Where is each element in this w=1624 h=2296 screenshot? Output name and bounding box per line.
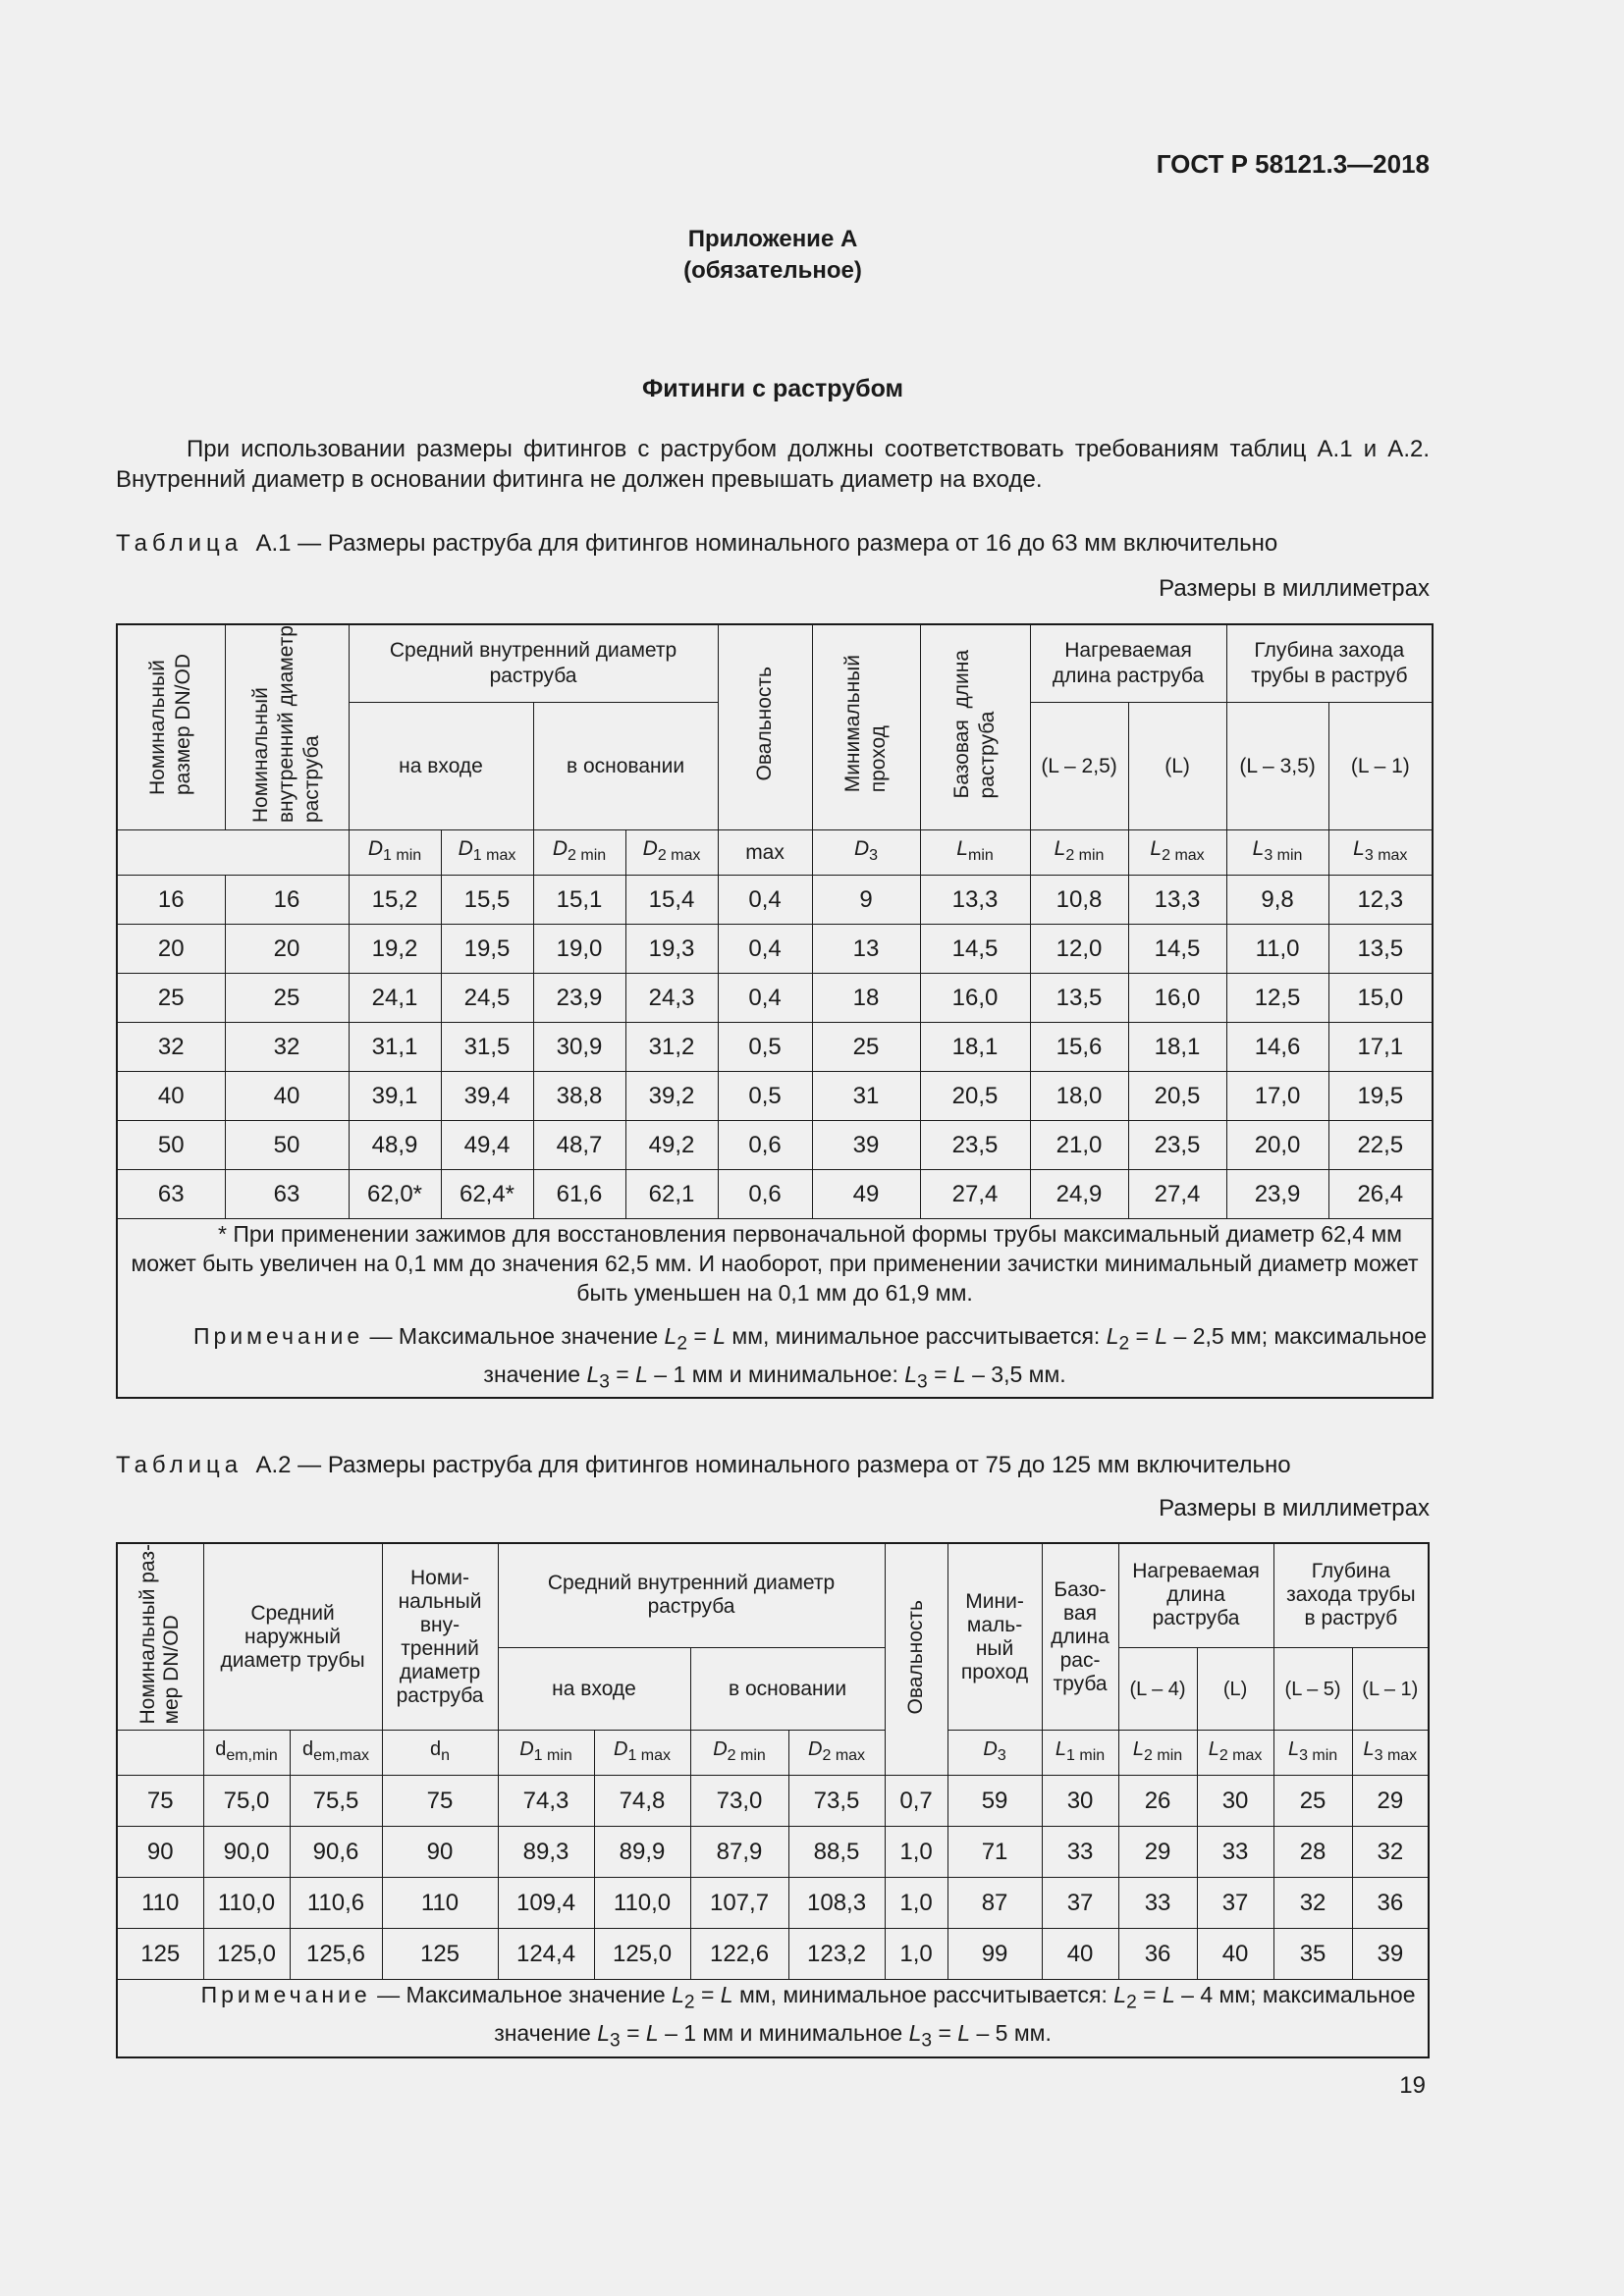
table-cell: 13	[812, 925, 920, 974]
table-cell: 31,5	[441, 1023, 533, 1072]
table-cell: 38,8	[533, 1072, 625, 1121]
table-cell: 17,0	[1226, 1072, 1328, 1121]
table-cell: 73,0	[690, 1776, 788, 1827]
table-cell: 25	[812, 1023, 920, 1072]
table-row	[117, 974, 1433, 1023]
table-cell: 11,0	[1226, 925, 1328, 974]
table-cell: 123,2	[788, 1929, 885, 1980]
table-cell: 27,4	[920, 1170, 1030, 1219]
header-at-base: в основании	[533, 703, 718, 830]
table2-caption	[116, 1452, 1291, 1479]
table-cell: 14,5	[920, 925, 1030, 974]
t2-symbol-d1-min: $D_{1 min}$	[498, 1731, 594, 1776]
symbol-d1-min: $D_{1 min}$	[349, 830, 441, 876]
table-cell: 62,4*	[441, 1170, 533, 1219]
table-cell: 39,2	[625, 1072, 718, 1121]
table-cell: 33	[1042, 1827, 1118, 1878]
table-cell: 24,1	[349, 974, 441, 1023]
symbol-l2-min: $L_{2 min}$	[1030, 830, 1128, 876]
t2-header-spacer	[117, 1731, 203, 1776]
table-cell: 31	[812, 1072, 920, 1121]
table-cell: 12,5	[1226, 974, 1328, 1023]
table-cell: 0,4	[718, 974, 812, 1023]
t2-header-ovality: Овальность	[885, 1543, 947, 1776]
table-cell: 59	[947, 1776, 1042, 1827]
symbol-l2-max: $L_{2 max}$	[1128, 830, 1226, 876]
t2-header-heated-length: Нагреваемая длина раструба	[1118, 1543, 1273, 1647]
table-cell: 22,5	[1328, 1121, 1433, 1170]
page-number: 19	[1399, 2072, 1426, 2099]
intro-text: При использовании размеры фитингов с раструбом должны соответствовать требованиям таблиц А.1 и А.2. Внутренний диаметр в основании фитинга не должен превышать диаметр на входе.	[116, 436, 1430, 493]
table-cell: 39,1	[349, 1072, 441, 1121]
table-cell: 15,4	[625, 876, 718, 925]
table-cell: 26	[1118, 1776, 1197, 1827]
table-cell: 75	[117, 1776, 203, 1827]
table-cell: 89,3	[498, 1827, 594, 1878]
t2-symbol-l2-min: $L_{2 min}$	[1118, 1731, 1197, 1776]
table-a2-body	[117, 1776, 1429, 1980]
symbol-d2-max: $D_{2 max}$	[625, 830, 718, 876]
table-cell: 36	[1352, 1878, 1429, 1929]
t2-symbol-d1-max: $D_{1 max}$	[594, 1731, 690, 1776]
table-cell: 110	[117, 1878, 203, 1929]
table-cell: 108,3	[788, 1878, 885, 1929]
table-cell: 125,6	[290, 1929, 382, 1980]
table-cell: 14,5	[1128, 925, 1226, 974]
t2-header-base-length: Базо- вая длина рас- труба	[1042, 1543, 1118, 1731]
table-row	[117, 1072, 1433, 1121]
symbol-d3: $D_3$	[812, 830, 920, 876]
table-cell: 107,7	[690, 1878, 788, 1929]
table-cell: 110	[382, 1878, 498, 1929]
table-cell: 19,5	[441, 925, 533, 974]
table-cell: 37	[1042, 1878, 1118, 1929]
table-cell: 20,5	[920, 1072, 1030, 1121]
table1-caption	[116, 530, 1277, 558]
table-cell: 24,9	[1030, 1170, 1128, 1219]
table-cell: 21,0	[1030, 1121, 1128, 1170]
table-cell: 30	[1042, 1776, 1118, 1827]
table-cell: 61,6	[533, 1170, 625, 1219]
table1-footnote: * При применении зажимов для восстановления первоначальной формы трубы максимальный диаметр 62,4 мм может быть увеличен на 0,1 мм до значения 62,5 мм. И наоборот, при применении зачистки минимальный диаметр может быть уменьшен на 0,1 мм до 61,9 мм.	[131, 1221, 1419, 1307]
table-cell: 24,5	[441, 974, 533, 1023]
table-cell: 23,5	[1128, 1121, 1226, 1170]
table-cell: 87,9	[690, 1827, 788, 1878]
table-cell: 12,3	[1328, 876, 1433, 925]
header-min-bore: Минимальный проход	[812, 624, 920, 830]
table-cell: 74,3	[498, 1776, 594, 1827]
table2-caption-prefix: Таблица	[116, 1452, 244, 1478]
table-cell: 48,9	[349, 1121, 441, 1170]
t2-header-l-minus-4: (L – 4)	[1118, 1647, 1197, 1731]
table-cell: 62,0*	[349, 1170, 441, 1219]
table-cell: 20,5	[1128, 1072, 1226, 1121]
table-row	[117, 1878, 1429, 1929]
table-cell: 35	[1273, 1929, 1352, 1980]
table-cell: 87	[947, 1878, 1042, 1929]
table-cell: 37	[1197, 1878, 1273, 1929]
table-cell: 18,0	[1030, 1072, 1128, 1121]
table-cell: 49,4	[441, 1121, 533, 1170]
header-l-minus-3-5: (L – 3,5)	[1226, 703, 1328, 830]
symbol-d1-max: $D_{1 max}$	[441, 830, 533, 876]
symbol-l3-min: $L_{3 min}$	[1226, 830, 1328, 876]
header-base-length: Базовая длина раструба	[920, 624, 1030, 830]
table-cell: 110,6	[290, 1878, 382, 1929]
table-cell: 74,8	[594, 1776, 690, 1827]
t2-symbol-l2-max: $L_{2 max}$	[1197, 1731, 1273, 1776]
header-spacer	[117, 830, 349, 876]
table1-caption-text: А.1 — Размеры раструба для фитингов номинального размера от 16 до 63 мм включительно	[255, 530, 1278, 557]
table-cell: 0,5	[718, 1072, 812, 1121]
t2-symbol-l1-min: $L_{1 min}$	[1042, 1731, 1118, 1776]
t2-header-outer-diameter: Средний наружный диаметр трубы	[203, 1543, 382, 1731]
table-cell: 89,9	[594, 1827, 690, 1878]
table-cell: 0,5	[718, 1023, 812, 1072]
header-mean-inner-diameter: Средний внутренний диаметр раструба	[349, 624, 718, 703]
table-row	[117, 1121, 1433, 1170]
table-cell: 13,3	[1128, 876, 1226, 925]
table-cell: 40	[1042, 1929, 1118, 1980]
table1-caption-prefix: Таблица	[116, 530, 244, 557]
t2-symbol-d2-max: $D_{2 max}$	[788, 1731, 885, 1776]
appendix-title: Приложение А	[687, 226, 858, 252]
table-cell: 23,5	[920, 1121, 1030, 1170]
table-cell: 99	[947, 1929, 1042, 1980]
table-cell: 26,4	[1328, 1170, 1433, 1219]
table-cell: 18	[812, 974, 920, 1023]
table-cell: 90,6	[290, 1827, 382, 1878]
table-cell: 33	[1118, 1878, 1197, 1929]
t2-symbol-l3-min: $L_{3 min}$	[1273, 1731, 1352, 1776]
t2-header-l: (L)	[1197, 1647, 1273, 1731]
table-cell: 19,5	[1328, 1072, 1433, 1121]
table-cell: 17,1	[1328, 1023, 1433, 1072]
table-cell: 39,4	[441, 1072, 533, 1121]
table-row	[117, 1023, 1433, 1072]
table-cell: 40	[117, 1072, 225, 1121]
table-cell: 1,0	[885, 1878, 947, 1929]
table-cell: 71	[947, 1827, 1042, 1878]
table-cell: 14,6	[1226, 1023, 1328, 1072]
table-cell: 125,0	[203, 1929, 290, 1980]
table-cell: 25	[1273, 1776, 1352, 1827]
table-cell: 32	[1352, 1827, 1429, 1878]
t2-symbol-dem-max: $d_{em,max}$	[290, 1731, 382, 1776]
table-cell: 16	[117, 876, 225, 925]
table-cell: 33	[1197, 1827, 1273, 1878]
table1-notes	[117, 1219, 1433, 1399]
t2-symbol-l3-max: $L_{3 max}$	[1352, 1731, 1429, 1776]
appendix-heading	[0, 224, 1545, 287]
header-heated-length: Нагреваемая длина раструба	[1030, 624, 1226, 703]
table-cell: 15,6	[1030, 1023, 1128, 1072]
t2-symbol-d3: $D_3$	[947, 1731, 1042, 1776]
table-cell: 36	[1118, 1929, 1197, 1980]
table-cell: 16,0	[1128, 974, 1226, 1023]
table-cell: 24,3	[625, 974, 718, 1023]
table-cell: 30,9	[533, 1023, 625, 1072]
symbol-lmin: $L_{min}$	[920, 830, 1030, 876]
table-a1	[116, 623, 1434, 1399]
table-row	[117, 1929, 1429, 1980]
table-a2	[116, 1542, 1430, 2058]
appendix-status: (обязательное)	[683, 257, 862, 284]
table2-units: Размеры в миллиметрах	[1159, 1495, 1430, 1522]
table-cell: 23,9	[1226, 1170, 1328, 1219]
t2-header-inner-diameter: Номи- нальный вну- тренний диаметр раструба	[382, 1543, 498, 1731]
table-row	[117, 1776, 1429, 1827]
table-cell: 88,5	[788, 1827, 885, 1878]
table-cell: 31,2	[625, 1023, 718, 1072]
table-cell: 20	[225, 925, 349, 974]
table-row	[117, 1170, 1433, 1219]
table-cell: 75,5	[290, 1776, 382, 1827]
table-cell: 18,1	[920, 1023, 1030, 1072]
t2-header-mean-inner-diameter: Средний внутренний диаметр раструба	[498, 1543, 885, 1647]
header-at-entry: на входе	[349, 703, 533, 830]
table-cell: 50	[117, 1121, 225, 1170]
t2-header-insertion-depth: Глубина захода трубы в раструб	[1273, 1543, 1429, 1647]
t2-header-l-minus-5: (L – 5)	[1273, 1647, 1352, 1731]
table-cell: 16	[225, 876, 349, 925]
table-cell: 109,4	[498, 1878, 594, 1929]
table-cell: 32	[1273, 1878, 1352, 1929]
table-cell: 19,2	[349, 925, 441, 974]
table-cell: 110,0	[203, 1878, 290, 1929]
table-cell: 15,5	[441, 876, 533, 925]
table-cell: 39	[1352, 1929, 1429, 1980]
table-cell: 49,2	[625, 1121, 718, 1170]
table-cell: 40	[225, 1072, 349, 1121]
table-cell: 50	[225, 1121, 349, 1170]
table-cell: 12,0	[1030, 925, 1128, 974]
t2-header-dn: Номинальный раз- мер DN/OD	[117, 1543, 203, 1731]
table2-note: Примечание — Максимальное значение $L_2 = L$ мм, минимальное рассчитывается: $L_2 = L - 4$ мм; максимальное значение $L_3 = L - 1$ мм и минимальное $L_3 = L - 5$ мм.	[200, 1982, 1416, 2052]
table-cell: 110,0	[594, 1878, 690, 1929]
table-cell: 29	[1352, 1776, 1429, 1827]
table-cell: 28	[1273, 1827, 1352, 1878]
header-l-minus-1: (L – 1)	[1328, 703, 1433, 830]
table-cell: 125	[382, 1929, 498, 1980]
symbol-d2-min: $D_{2 min}$	[533, 830, 625, 876]
table-cell: 19,3	[625, 925, 718, 974]
table-cell: 18,1	[1128, 1023, 1226, 1072]
section-title: Фитинги с раструбом	[641, 375, 904, 402]
table1-units: Размеры в миллиметрах	[1159, 575, 1430, 602]
table-cell: 0,4	[718, 876, 812, 925]
table-cell: 40	[1197, 1929, 1273, 1980]
table-cell: 90,0	[203, 1827, 290, 1878]
table-cell: 0,6	[718, 1121, 812, 1170]
t2-header-at-base: в основании	[690, 1647, 885, 1731]
table-cell: 9,8	[1226, 876, 1328, 925]
table-cell: 125	[117, 1929, 203, 1980]
table-cell: 15,2	[349, 876, 441, 925]
t2-symbol-d2-min: $D_{2 min}$	[690, 1731, 788, 1776]
table2-caption-text: А.2 — Размеры раструба для фитингов номинального размера от 75 до 125 мм включительно	[255, 1452, 1291, 1478]
table-cell: 30	[1197, 1776, 1273, 1827]
table-cell: 9	[812, 876, 920, 925]
table-cell: 0,4	[718, 925, 812, 974]
header-insertion-depth: Глубина захода трубы в раструб	[1226, 624, 1433, 703]
table-cell: 15,0	[1328, 974, 1433, 1023]
t2-symbol-dn: $d_n$	[382, 1731, 498, 1776]
table-cell: 20	[117, 925, 225, 974]
t2-header-at-entry: на входе	[498, 1647, 690, 1731]
header-dn: Номинальный размер DN/OD	[117, 624, 225, 830]
table-cell: 75	[382, 1776, 498, 1827]
table-cell: 20,0	[1226, 1121, 1328, 1170]
table-cell: 27,4	[1128, 1170, 1226, 1219]
header-inner-diameter: Номинальный внутренний диаметр раструба	[225, 624, 349, 830]
table-cell: 75,0	[203, 1776, 290, 1827]
table-cell: 25	[117, 974, 225, 1023]
table-cell: 1,0	[885, 1827, 947, 1878]
table-cell: 19,0	[533, 925, 625, 974]
table-cell: 90	[382, 1827, 498, 1878]
table-cell: 32	[225, 1023, 349, 1072]
table-cell: 16,0	[920, 974, 1030, 1023]
table-cell: 63	[225, 1170, 349, 1219]
table-cell: 125,0	[594, 1929, 690, 1980]
table-row	[117, 925, 1433, 974]
table-cell: 10,8	[1030, 876, 1128, 925]
table-cell: 32	[117, 1023, 225, 1072]
table-cell: 39	[812, 1121, 920, 1170]
table-cell: 48,7	[533, 1121, 625, 1170]
table-cell: 23,9	[533, 974, 625, 1023]
header-l-minus-2-5: (L – 2,5)	[1030, 703, 1128, 830]
table-cell: 13,3	[920, 876, 1030, 925]
table-cell: 62,1	[625, 1170, 718, 1219]
document-code: ГОСТ Р 58121.3—2018	[1156, 149, 1430, 179]
table-cell: 73,5	[788, 1776, 885, 1827]
table-cell: 122,6	[690, 1929, 788, 1980]
table-cell: 15,1	[533, 876, 625, 925]
table-cell: 25	[225, 974, 349, 1023]
header-ovality: Овальность	[718, 624, 812, 830]
table-cell: 49	[812, 1170, 920, 1219]
header-l: (L)	[1128, 703, 1226, 830]
table-cell: 124,4	[498, 1929, 594, 1980]
table-row	[117, 1827, 1429, 1878]
symbol-l3-max: $L_{3 max}$	[1328, 830, 1433, 876]
table-row	[117, 876, 1433, 925]
table-cell: 13,5	[1328, 925, 1433, 974]
table-cell: 0,7	[885, 1776, 947, 1827]
table-cell: 1,0	[885, 1929, 947, 1980]
table2-notes	[117, 1980, 1429, 2057]
table-cell: 31,1	[349, 1023, 441, 1072]
table-cell: 29	[1118, 1827, 1197, 1878]
t2-symbol-dem-min: $d_{em,min}$	[203, 1731, 290, 1776]
table-cell: 0,6	[718, 1170, 812, 1219]
symbol-max: max	[718, 830, 812, 876]
table-a1-body	[117, 876, 1433, 1219]
t2-header-min-bore: Мини- маль- ный проход	[947, 1543, 1042, 1731]
table-cell: 90	[117, 1827, 203, 1878]
table1-note: Примечание — Максимальное значение $L_2 = L$ мм, минимальное рассчитывается: $L_2 = L - 2,5$ мм; максимальное значение $L_3 = L - 1$ мм и минимальное: $L_3 = L - 3,5$ мм.	[192, 1323, 1428, 1393]
t2-header-l-minus-1: (L – 1)	[1352, 1647, 1429, 1731]
intro-paragraph	[116, 434, 1430, 495]
table-cell: 63	[117, 1170, 225, 1219]
table-cell: 13,5	[1030, 974, 1128, 1023]
